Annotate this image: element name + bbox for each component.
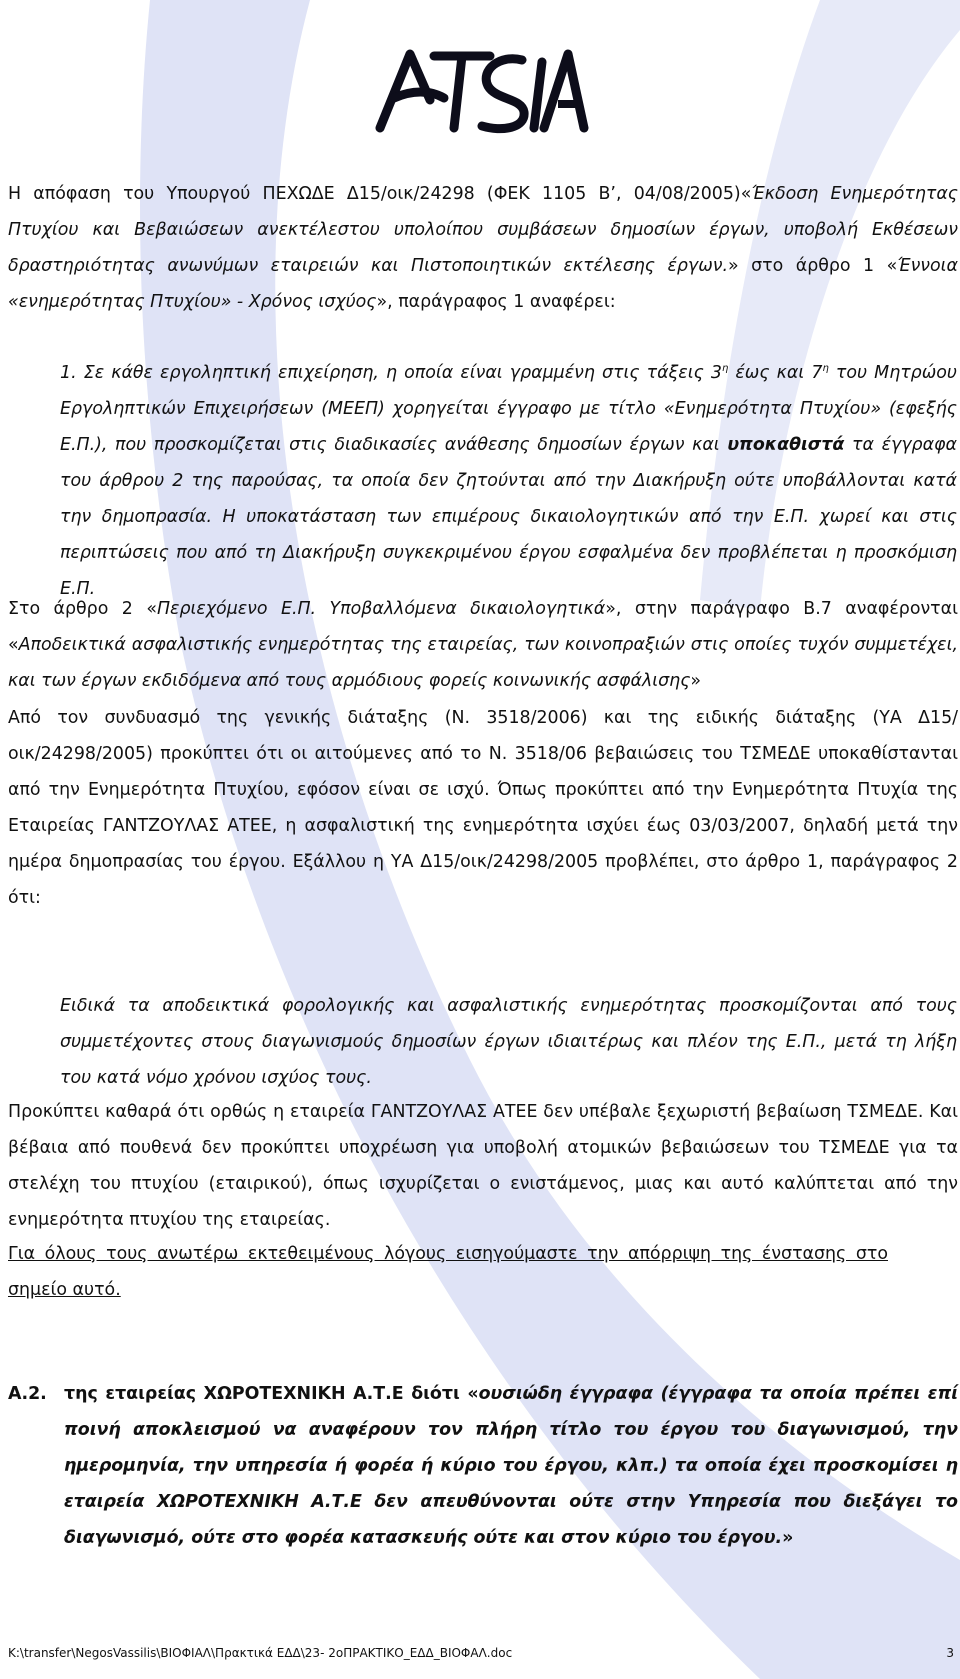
recommendation-paragraph: Για όλους τους ανωτέρω εκτεθειμένους λόγους εισηγούμαστε την απόρριψη της ένστασης στο σημείο αυτό. [8,1244,888,1300]
conclusion-paragraph: Προκύπτει καθαρά ότι ορθώς η εταιρεία ΓΑΝΤΖΟΥΛΑΣ ΑΤΕΕ δεν υπέβαλε ξεχωριστή βεβαίωση ΤΣΜΕΔΕ. Και βέβαια από πουθενά δεν προκύπτει υποχρέωση για υποβολή ατομικών βεβαιώσεων του ΤΣΜΕΔΕ για τα στελέχη του πτυχίου (εταιρικού), όπως ισχυρίζεται ο ενιστάμενος, μιας και αυτό καλύπτεται από την ενημερότητα πτυχίου της εταιρείας. [8,1102,958,1230]
page-footer [8,1646,954,1660]
article-2-paragraph [8,591,958,699]
objection-body [64,1376,958,1556]
article-1-par-2-quote: Ειδικά τα αποδεικτικά φορολογικής και ασφαλιστικής ενημερότητας προσκομίζονται από τους συμμετέχοντες στους διαγωνισμούς δημοσίων έργων ιδιαιτέρως και πλέον της Ε.Π., μετά τη λήξη του κατά νόμο χρόνου ισχύος τους. [60,996,957,1088]
objection-text-quote: ουσιώδη έγγραφα (έγγραφα τα οποία πρέπει επί ποινή αποκλεισμού να αναφέρουν τον πλήρη τίτλο του έργου του διαγωνισμού, την ημερομηνία, την υπηρεσία ή φορέα ή κύριο του έργου, κλπ.) τα οποία έχει προσκομίσει η εταιρεία ΧΩΡΟΤΕΧΝΙΚΗ Α.Τ.Ε δεν απευθύνονται ούτε στην Υπηρεσία που διεξάγει το διαγωνισμό, ούτε στο φορέα κατασκευής ούτε και στον κύριο του έργου. [64,1384,958,1548]
intro-text-e: », παράγραφος 1 αναφέρει: [376,292,616,312]
objection-a2 [8,1376,958,1556]
footer-page-number: 3 [946,1646,954,1660]
intro-text-article: Έννοια «ενημερότητας Πτυχίου» - Χρόνος ισχύος [8,256,958,312]
superscript-1: η [721,363,729,375]
intro-text-title: Έκδοση Ενημερότητας Πτυχίου και Βεβαιώσεων ανεκτέλεστου υπολοίπου συμβάσεων δημοσίων έργων, υποβολή Εκθέσεων δραστηριότητας ανωνύμων εταιρειών και Πιστοποιητικών εκτέλεσης έργων. [8,184,958,276]
bold-term: υποκαθιστά [727,435,845,455]
intro-paragraph [8,176,958,320]
analysis-paragraph: Από τον συνδυασμό της γενικής διάταξης (Ν. 3518/2006) και της ειδικής διάταξης (ΥΑ Δ15/οικ/24298/2005) προκύπτει ότι οι αιτούμενες από το Ν. 3518/06 βεβαιώσεις του ΤΣΜΕΔΕ υποκαθίστανται από την Ενημερότητα Πτυχίου, εφόσον είναι σε ισχύ. Όπως προκύπτει από την Ενημερότητα Πτυχία της Εταιρείας ΓΑΝΤΖΟΥΛΑΣ ΑΤΕΕ, η ασφαλιστική της ενημερότητα ισχύει έως 03/03/2007, δηλαδή μετά την ημέρα δημοπρασίας του έργου. Εξάλλου η ΥΑ Δ15/οικ/24298/2005 προβλέπει, στο άρθρο 1, παράγραφος 2 ότι: [8,708,958,908]
objection-text-c: » [782,1528,794,1548]
superscript-2: η [822,363,829,375]
art2-text-c: », στην παράγραφο Β.7 αναφέρονται « [8,599,958,655]
art2-text-e: » [690,671,702,691]
art2-text-a: Στο άρθρο 2 « [8,599,157,619]
intro-text-a: Η απόφαση του Υπουργού ΠΕΧΩΔΕ Δ15/οικ/24298 (ΦΕΚ 1105 Β’, 04/08/2005)« [8,184,752,204]
quote-text-d: τα έγγραφα του άρθρου 2 της παρούσας, τα οποία δεν ζητούνται από την Διακήρυξη ούτε υποβάλλονται κατά την δημοπρασία. Η υποκατάσταση των επιμέρους δικαιολογητικών από την Ε.Π. χωρεί και στις περιπτώσεις που από τη Διακήρυξη συγκεκριμένου έργου εσφαλμένα δεν προβλέπεται η προσκόμιση Ε.Π. [60,435,957,599]
objection-number: Α.2. [8,1384,47,1404]
quote-text-a: 1. Σε κάθε εργοληπτική επιχείρηση, η οποία είναι γραμμένη στις τάξεις 3 [60,363,722,383]
objection-text-a: της εταιρείας ΧΩΡΟΤΕΧΝΙΚΗ Α.Τ.Ε διότι « [64,1384,479,1404]
footer-file-path: K:\transfer\NegosVassilis\ΒΙΟΦΙΑΛ\Πρακτικά ΕΔΔ\23- 2οΠΡΑΚΤΙΚΟ_ΕΔΔ_ΒΙΟΦΑΛ.doc [8,1646,513,1660]
quote-text-b: έως και 7 [728,363,823,383]
article-1-quote [60,355,957,607]
art2-text-title: Περιεχόμενο Ε.Π. Υποβαλλόμενα δικαιολογητικά [156,599,606,619]
art2-text-quote: Αποδεικτικά ασφαλιστικής ενημερότητας της εταιρείας, των κοινοπραξιών στις οποίες τυχόν συμμετέχει, και των έργων εκδιδόμενα από τους αρμόδιους φορείς κοινωνικής ασφάλισης [8,635,958,691]
intro-text-c: » στο άρθρο 1 « [728,256,898,276]
quote-text-c: του Μητρώου Εργοληπτικών Επιχειρήσεων (ΜΕΕΠ) χορηγείται έγγραφο με τίτλο «Ενημερότητα Πτυχίου» (εφεξής Ε.Π.), που προσκομίζεται στις διαδικασίες ανάθεσης δημοσίων έργων και [60,363,957,455]
